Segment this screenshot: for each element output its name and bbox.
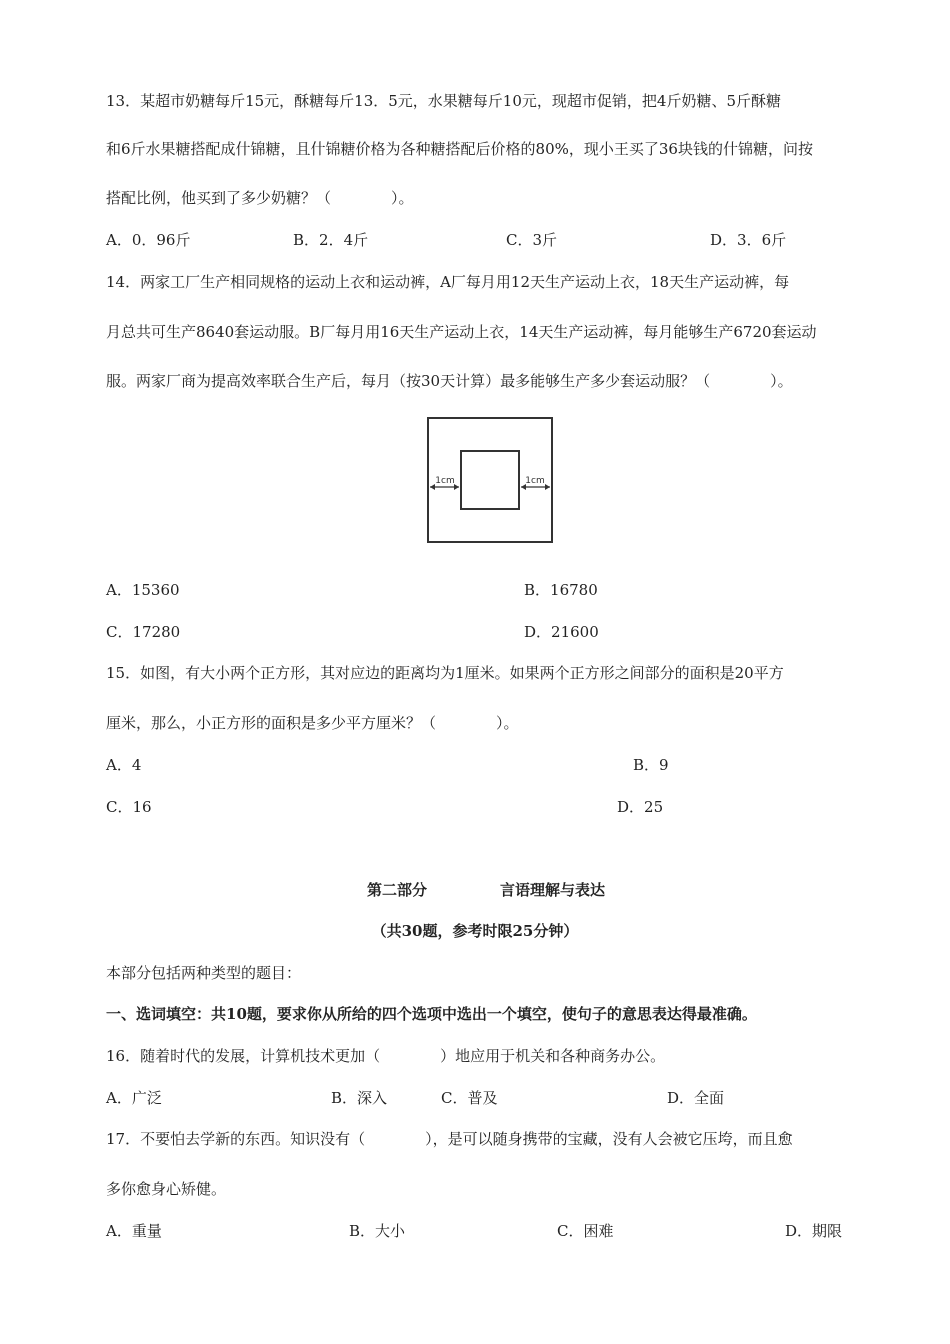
q16-line-1: 16．随着时代的发展，计算机技术更加（ ）地应用于机关和各种商务办公。	[106, 1047, 666, 1065]
squares-figure	[427, 417, 553, 543]
q17-option-c: C．困难	[557, 1222, 614, 1240]
q13-line-2: 和6斤水果糖搭配成什锦糖，且什锦糖价格为各种糖搭配后价格的80%，现小王买了36块钱的什锦糖，问按	[106, 140, 813, 158]
q17-option-b: B．大小	[349, 1222, 406, 1240]
q14-line-3: 服。两家厂商为提高效率联合生产后，每月（按30天计算）最多能够生产多少套运动服？（ ）。	[106, 372, 793, 390]
q17-option-a: A．重量	[106, 1222, 162, 1240]
q13-line-3: 搭配比例，他买到了多少奶糖？（ ）。	[106, 189, 414, 207]
q16-option-a: A．广泛	[106, 1089, 162, 1107]
q15-option-b: B．9	[633, 756, 669, 774]
q17-option-d: D．期限	[785, 1222, 843, 1240]
q14-option-c: C．17280	[106, 623, 181, 641]
q15-option-c: C．16	[106, 798, 152, 816]
q14-option-d: D．21600	[524, 623, 599, 641]
question-type-1: 一、选词填空：共10题，要求你从所给的四个选项中选出一个填空，使句子的意思表达得最准确。	[106, 1005, 757, 1023]
q13-option-d: D．3．6斤	[710, 231, 787, 249]
left-distance-label: 1cm	[435, 476, 455, 486]
q15-option-a: A．4	[106, 756, 142, 774]
q14-option-b: B．16780	[524, 581, 598, 599]
small-square	[461, 451, 519, 509]
q13-option-a: A．0．96斤	[106, 231, 191, 249]
q15-line-2: 厘米，那么，小正方形的面积是多少平方厘米？（ ）。	[106, 714, 519, 732]
section-intro: 本部分包括两种类型的题目：	[106, 964, 302, 982]
q16-option-d: D．全面	[667, 1089, 725, 1107]
q13-option-c: C．3斤	[506, 231, 558, 249]
q16-option-c: C．普及	[441, 1089, 498, 1107]
q15-option-d: D．25	[617, 798, 664, 816]
section-name: 言语理解与表达	[500, 881, 606, 899]
section-subtitle: （共30题，参考时限25分钟）	[371, 922, 579, 940]
q17-line-2: 多你愈身心矫健。	[106, 1180, 227, 1198]
q14-option-a: A．15360	[106, 581, 180, 599]
q14-line-1: 14．两家工厂生产相同规格的运动上衣和运动裤，A厂每月用12天生产运动上衣，18天生产运动裤，每	[106, 273, 790, 291]
q16-option-b: B．深入	[331, 1089, 388, 1107]
q13-line-1: 13．某超市奶糖每斤15元，酥糖每斤13．5元，水果糖每斤10元，现超市促销，把4斤奶糖、5斤酥糖	[106, 92, 781, 110]
q13-option-b: B．2．4斤	[293, 231, 369, 249]
q17-line-1: 17．不要怕去学新的东西。知识没有（ ），是可以随身携带的宝藏，没有人会被它压垮，而且愈	[106, 1130, 793, 1148]
q15-line-1: 15．如图，有大小两个正方形，其对应边的距离均为1厘米。如果两个正方形之间部分的面积是20平方	[106, 664, 784, 682]
q14-line-2: 月总共可生产8640套运动服。B厂每月用16天生产运动上衣，14天生产运动裤，每月能够生产6720套运动	[106, 323, 817, 341]
section-part-label: 第二部分	[367, 881, 428, 899]
right-distance-label: 1cm	[525, 476, 545, 486]
